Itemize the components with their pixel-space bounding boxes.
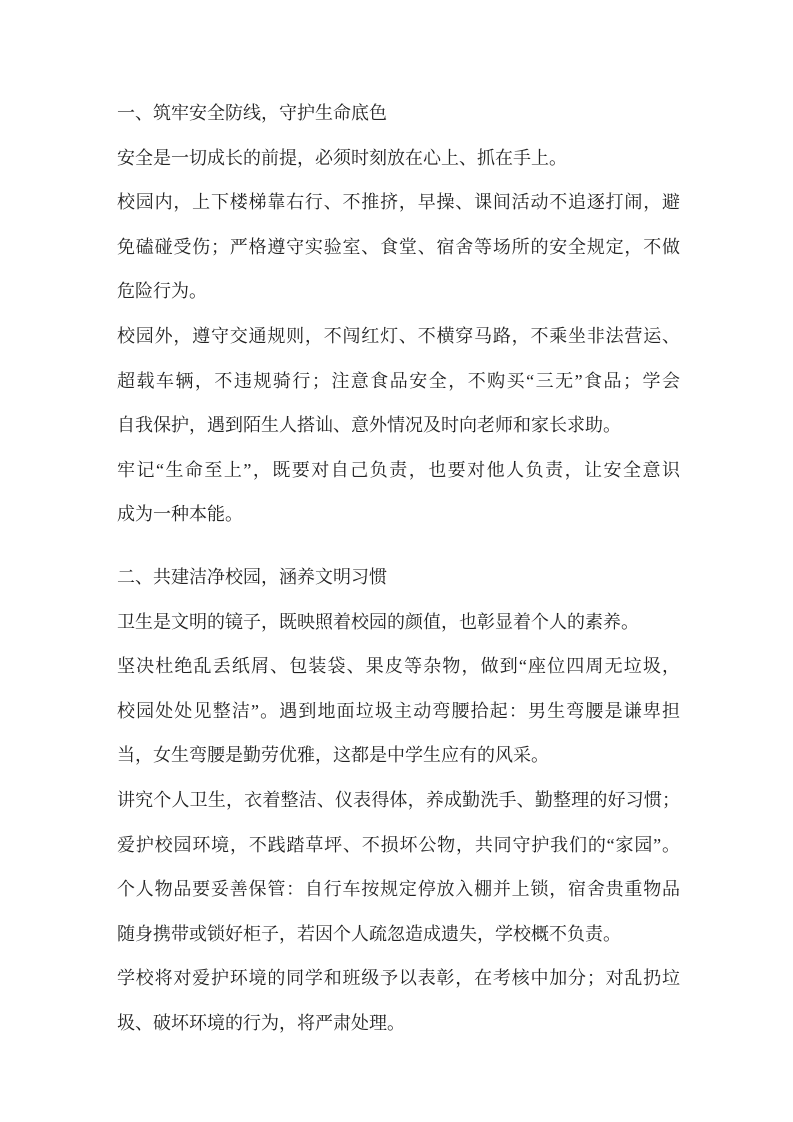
body-text-line: 危险行为。	[117, 281, 207, 302]
body-text-line: 坚决杜绝乱丢纸屑、包装袋、果皮等杂物，做到“座位四周无垃圾，	[117, 656, 680, 677]
body-text-line: 个人物品要妥善保管：自行车按规定停放入棚并上锁，宿舍贵重物品	[117, 879, 680, 900]
body-text-line: 安全是一切成长的前提，必须时刻放在心上、抓在手上。	[117, 147, 567, 168]
body-text-line: 校园内，上下楼梯靠右行、不推挤，早操、课间活动不追逐打闹，避	[117, 192, 680, 213]
section2-heading: 二、共建洁净校园，涵养文明习惯	[117, 566, 387, 587]
body-text-line: 免磕碰受伤；严格遵守实验室、食堂、宿舍等场所的安全规定，不做	[117, 236, 680, 257]
body-text-line: 爱护校园环境，不践踏草坪、不损坏公物，共同守护我们的“家园”。	[117, 834, 680, 855]
body-text-line: 超载车辆，不违规骑行；注意食品安全，不购买“三无”食品；学会	[117, 370, 680, 391]
body-text-line: 讲究个人卫生，衣着整洁、仪表得体，养成勤洗手、勤整理的好习惯；	[117, 789, 680, 810]
body-text-line: 随身携带或锁好柜子，若因个人疏忽造成遗失，学校概不负责。	[117, 923, 621, 944]
body-text-line: 成为一种本能。	[117, 504, 243, 525]
body-text-line: 自我保护，遇到陌生人搭讪、意外情况及时向老师和家长求助。	[117, 415, 621, 436]
section1-heading: 一、筑牢安全防线，守护生命底色	[117, 103, 387, 123]
body-text-line: 校园外，遵守交通规则，不闯红灯、不横穿马路，不乘坐非法营运、	[117, 325, 680, 346]
body-text-line: 校园处处见整洁”。遇到地面垃圾主动弯腰拾起：男生弯腰是谦卑担	[117, 700, 680, 721]
document-body	[117, 91, 680, 1045]
body-text-line: 圾、破坏环境的行为，将严肃处理。	[117, 1012, 405, 1033]
body-text-line: 当，女生弯腰是勤劳优雅，这都是中学生应有的风采。	[117, 745, 549, 766]
body-text-line: 卫生是文明的镜子，既映照着校园的颜值，也彰显着个人的素养。	[117, 611, 639, 632]
body-text-line: 学校将对爱护环境的同学和班级予以表彰，在考核中加分；对乱扔垃	[117, 968, 680, 989]
body-text-line: 牢记“生命至上”，既要对自己负责，也要对他人负责，让安全意识	[117, 459, 680, 480]
